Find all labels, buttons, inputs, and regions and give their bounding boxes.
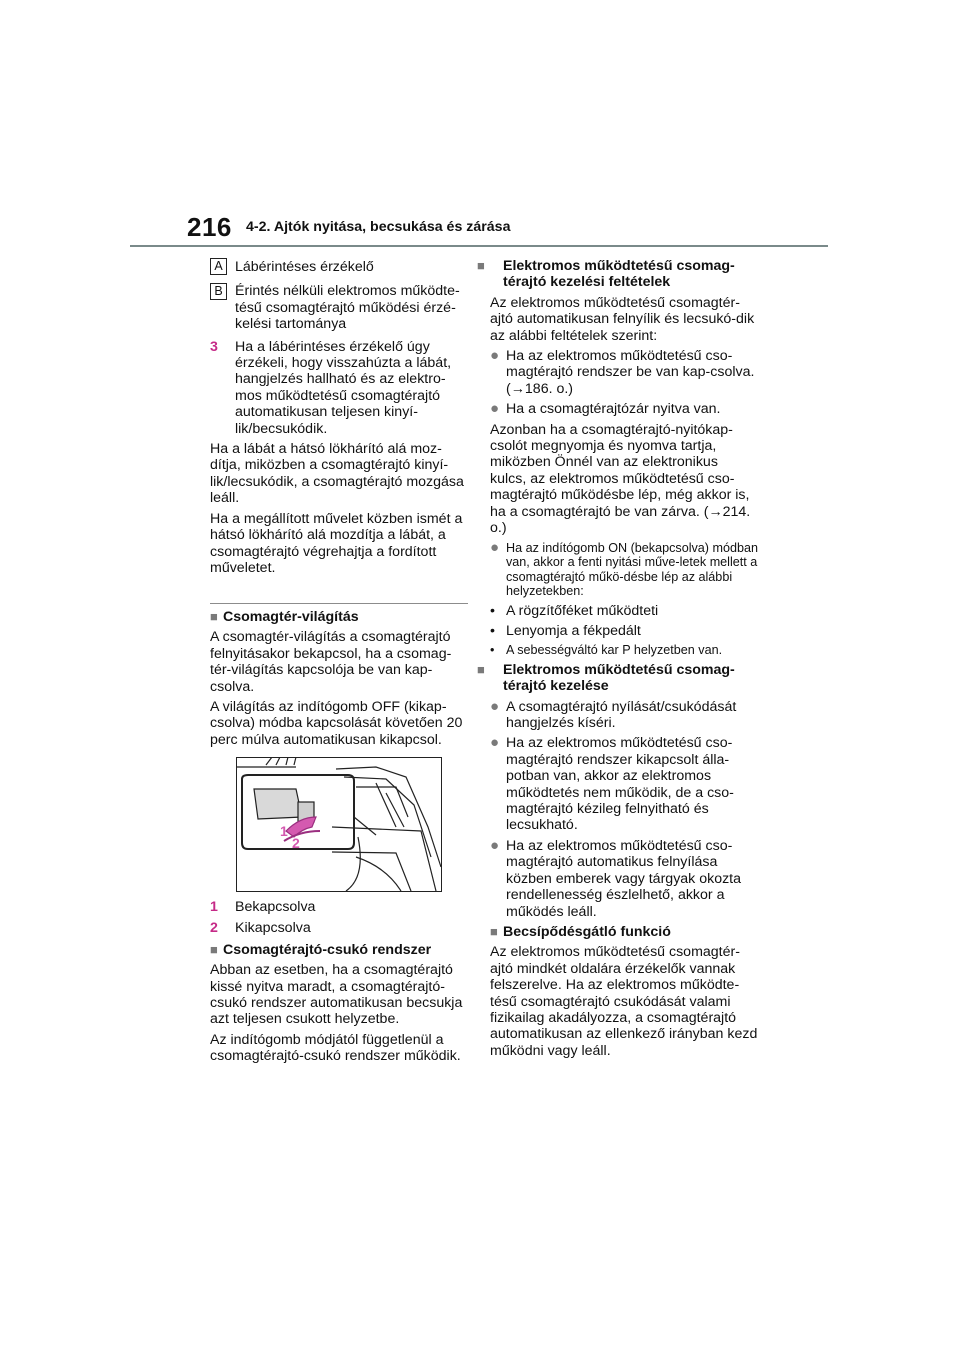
circle-bullet-icon: ● xyxy=(490,734,500,752)
legend-text-2: Kikapcsolva xyxy=(235,920,311,937)
circle-bullet-icon: ● xyxy=(490,836,500,854)
header-rule xyxy=(130,245,828,247)
legend-number-1: 1 xyxy=(210,899,218,915)
lighting-section xyxy=(210,609,472,752)
conditions-bullet-3: ● Ha az indítógomb ON (bekapcsolva) módban van, akkor a fenti nyitási műve-letek mellett a csomagtérajtó műkö-désbe lép az alábbi helyzetekben: xyxy=(490,538,759,598)
conditions-heading: ■ Elektromos működtetésű csomag-térajtó kezelési feltételek xyxy=(477,258,735,291)
closer-paragraph-2: Az indítógomb módjától függetlenül a csomagtérajtó-csukó rendszer működik. xyxy=(210,1031,461,1065)
label-b-text: Érintés nélküli elektromos működte-tésű csomagtérajtó működési érzé-kelési tartománya xyxy=(235,283,460,333)
closer-paragraph-1: Abban az esetben, ha a csomagtérajtó kissé nyitva maradt, a csomagtérajtó-csukó rendszer automatikusan becsukja azt teljesen csukott helyzetbe. xyxy=(210,962,463,1028)
luggage-light-switch-illustration xyxy=(236,757,442,892)
square-bullet-icon: ■ xyxy=(210,941,218,957)
operation-bullet-3: ● Ha az elektromos működtetésű cso-magtérajtó automatikus felnyílása közben emberek vagy tárgyak okozta rendellenesség észlelhető, akkor a működés leáll. xyxy=(490,836,742,920)
circle-bullet-icon: ● xyxy=(490,538,500,556)
legend-item-2 xyxy=(210,920,472,936)
step-3 xyxy=(210,339,472,437)
pinch-paragraph: Az elektromos működtetésű csomagtér-ajtó mindkét oldalára érzékelők vannak felszerelve. Ha az elektromos működte-tésű csomagtérajtó csukódását valami fizikailag akadályozza, a csomagtérajtó automatikusan az ellenkező irányban kezd működni vagy leáll. xyxy=(490,944,758,1059)
square-bullet-icon: ■ xyxy=(477,258,485,273)
step-3-text: Ha a lábérintéses érzékelő úgy érzékeli, hogy visszahúzta a lábát, hangjelzés hallható és az elektro-mos működtetésű csomagtérajtó automatikusan teljesen kinyí-lik/becsukódik. xyxy=(235,338,452,437)
conditions-dot-1: • A rögzítőféket működteti xyxy=(490,602,659,619)
step-3-number: 3 xyxy=(210,338,218,355)
callout-2: 2 xyxy=(292,835,300,851)
legend-and-closer xyxy=(210,899,472,1069)
circle-bullet-icon: ● xyxy=(490,697,500,715)
conditions-dot-2: • Lenyomja a fékpedált xyxy=(490,622,641,639)
lighting-paragraph-2: A világítás az indítógomb OFF (kikap-csolva) módba kapcsolását követően 20 perc múlva automatikusan kikapcsol. xyxy=(210,699,463,748)
label-a-tag: A xyxy=(210,258,227,275)
conditions-dot-3: • A sebességváltó kar P helyzetben van. xyxy=(490,643,723,658)
circle-bullet-icon: ● xyxy=(490,400,500,418)
closer-heading: ■ Csomagtérajtó-csukó rendszer xyxy=(210,941,432,958)
conditions-bullet-1: ● Ha az elektromos működtetésű cso-magtérajtó rendszer be van kap-csolva. (→186. o.) xyxy=(490,347,755,397)
square-bullet-icon: ■ xyxy=(477,661,485,677)
circle-bullet-icon: ● xyxy=(490,347,500,365)
label-b-item xyxy=(210,283,472,332)
operation-bullet-2: ● Ha az elektromos működtetésű cso-magtérajtó rendszer kikapcsolt álla-potban van, akkor az elektromos működtetés nem működik, de a cso-magtérajtó kézileg felnyitható és lecsukható. xyxy=(490,734,734,834)
square-bullet-icon: ■ xyxy=(210,609,218,624)
label-b-tag: B xyxy=(210,283,227,300)
legend-number-2: 2 xyxy=(210,920,218,937)
legend-text-1: Bekapcsolva xyxy=(235,899,316,915)
label-a-text: Lábérintéses érzékelő xyxy=(235,259,374,275)
conditions-bullet-2: ● Ha a csomagtérajtózár nyitva van. xyxy=(490,400,721,418)
paragraph-foot-stop: Ha a lábát a hátsó lökhárító alá moz-dítja, miközben a csomagtérajtó kinyí-lik/lecsukódik, a csomagtérajtó mozgása leáll. xyxy=(210,441,464,507)
lighting-paragraph-1: A csomagtér-világítás a csomagtérajtó felnyitásakor bekapcsol, ha a csomag-tér-világítás kapcsolója be van kap-csolva. xyxy=(210,629,452,695)
left-column xyxy=(210,258,472,580)
page-number: 216 xyxy=(187,212,232,242)
right-column xyxy=(477,258,759,1063)
section-title: 4-2. Ajtók nyitása, becsukása és zárása xyxy=(246,219,511,235)
section-divider xyxy=(210,603,468,604)
lighting-heading: ■ Csomagtér-világítás xyxy=(210,609,359,625)
operation-bullet-1: ● A csomagtérajtó nyílását/csukódását hangjelzés kíséri. xyxy=(490,697,737,732)
pinch-heading: ■ Becsípődésgátló funkció xyxy=(490,923,671,940)
operation-heading: ■ Elektromos működtetésű csomag-térajtó kezelése xyxy=(477,661,735,695)
paragraph-foot-reverse: Ha a megállított művelet közben ismét a hátsó lökhárító alá mozdítja a lábát, a csomagtérajtó végrehajtja a fordított műveletet. xyxy=(210,510,463,576)
label-a-item xyxy=(210,258,472,275)
callout-1: 1 xyxy=(280,823,288,839)
legend-item-1 xyxy=(210,899,472,915)
conditions-intro: Az elektromos működtetésű csomagtér-ajtó automatikusan felnyílik és lecsukó-dik az alábbi feltételek szerint: xyxy=(490,294,755,344)
conditions-paragraph-2: Azonban ha a csomagtérajtó-nyitókap-csolót megnyomja és nyomva tartja, miközben Önnél van az elektronikus kulcs, az elektromos működtetésű cso-magtérajtó működésbe lép, még akkor is, ha a csomagtérajtó be van zárva. (→214. o.) xyxy=(490,421,751,537)
square-bullet-icon: ■ xyxy=(490,923,498,939)
